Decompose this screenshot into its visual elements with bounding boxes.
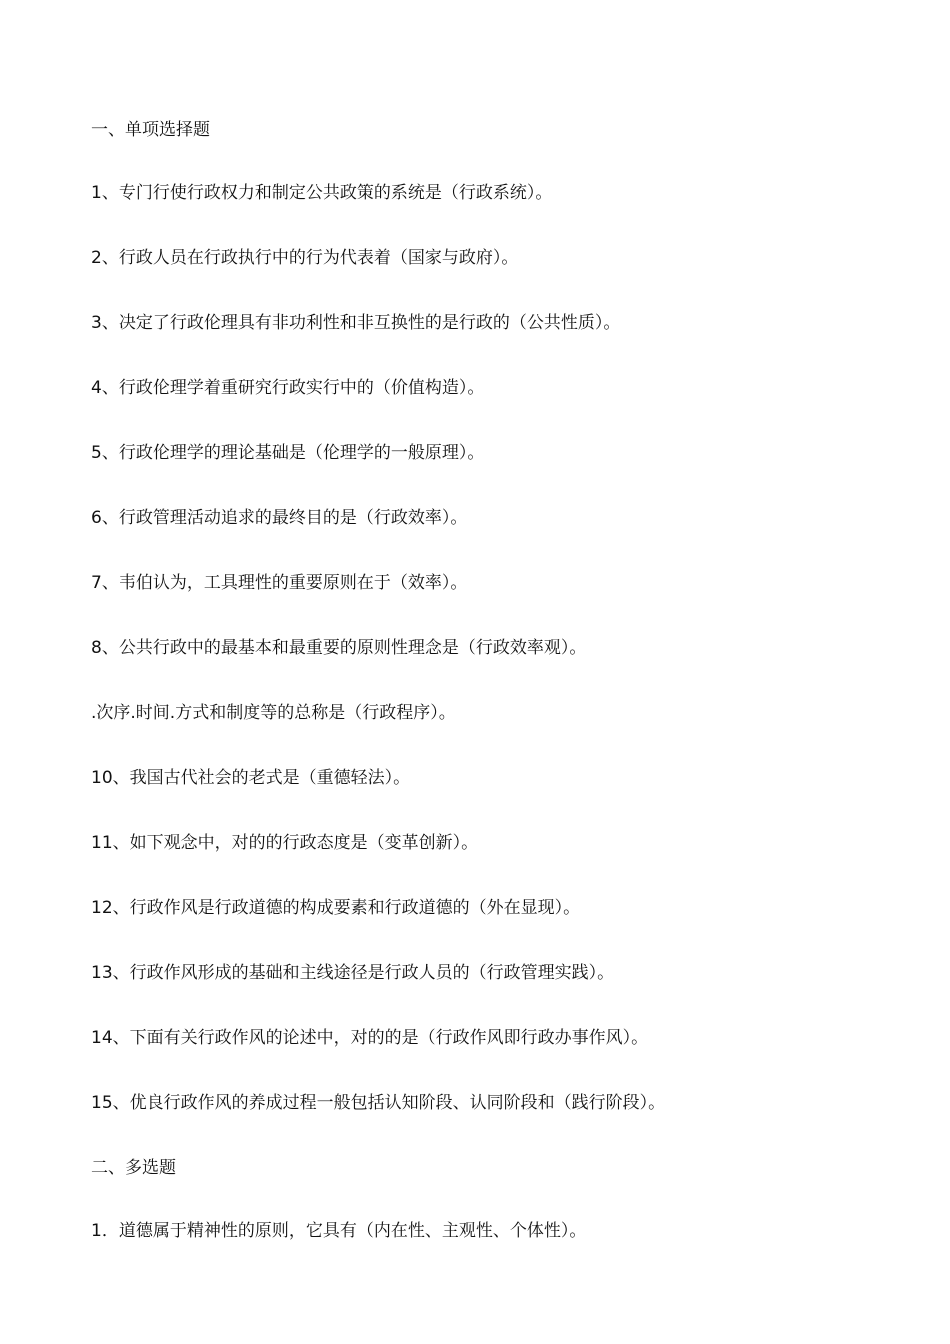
question-item: 12、行政作风是行政道德的构成要素和行政道德的（外在显现）。 xyxy=(91,898,581,918)
question-item: 3、决定了行政伦理具有非功利性和非互换性的是行政的（公共性质）。 xyxy=(91,313,621,333)
question-item: 1、专门行使行政权力和制定公共政策的系统是（行政系统）。 xyxy=(91,183,553,203)
question-item: 7、韦伯认为，工具理性的重要原则在于（效率）。 xyxy=(91,573,468,593)
question-item: 2、行政人员在行政执行中的行为代表着（国家与政府）。 xyxy=(91,248,519,268)
question-item: 10、我国古代社会的老式是（重德轻法）。 xyxy=(91,768,411,788)
question-item: 14、下面有关行政作风的论述中，对的的是（行政作风即行政办事作风）。 xyxy=(91,1028,649,1048)
section-heading-multiple-choice: 二、多选题 xyxy=(91,1158,176,1178)
section-heading-single-choice: 一、单项选择题 xyxy=(91,120,210,140)
question-item: 8、公共行政中的最基本和最重要的原则性理念是（行政效率观）。 xyxy=(91,638,587,658)
question-item: 5、行政伦理学的理论基础是（伦理学的一般原理）。 xyxy=(91,443,485,463)
question-item: 1．道德属于精神性的原则，它具有（内在性、主观性、个体性）。 xyxy=(91,1221,587,1241)
question-item: 4、行政伦理学着重研究行政实行中的（价值构造）。 xyxy=(91,378,485,398)
question-item: 15、优良行政作风的养成过程一般包括认知阶段、认同阶段和（践行阶段）。 xyxy=(91,1093,666,1113)
question-item: .次序.时间.方式和制度等的总称是（行政程序）。 xyxy=(91,703,456,723)
question-item: 6、行政管理活动追求的最终目的是（行政效率）。 xyxy=(91,508,468,528)
question-item: 13、行政作风形成的基础和主线途径是行政人员的（行政管理实践）。 xyxy=(91,963,615,983)
question-item: 11、如下观念中，对的的行政态度是（变革创新）。 xyxy=(91,833,479,853)
